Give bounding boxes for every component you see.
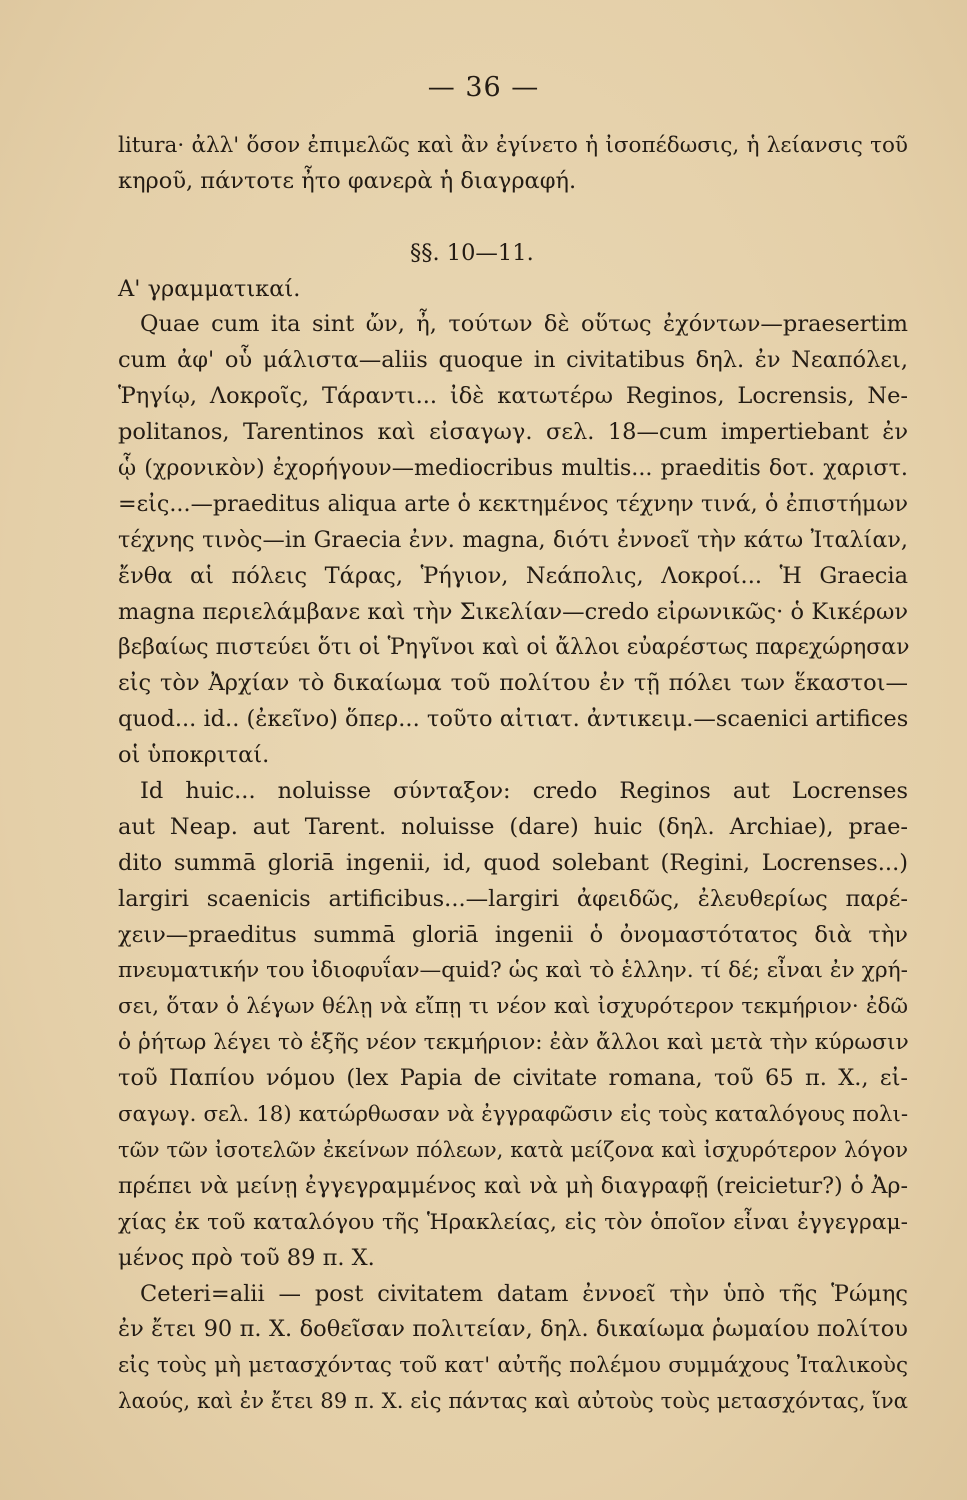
text-line: ὁ ῥήτωρ λέγει τὸ ἑξῆς νέον τεκμήριον: ἐὰν ἄλλοι καὶ μετὰ τὴν κύρωσιν [118, 1030, 909, 1056]
text-line: λαούς, καὶ ἐν ἔτει 89 π. Χ. εἰς πάντας καὶ αὐτοὺς τοὺς μετασχόντας, ἵνα [118, 1389, 908, 1415]
section-heading: §§. 10—11. [410, 239, 534, 266]
text-line: =εἰς...—praeditus aliqua arte ὁ κεκτημένος τέχνην τινά, ὁ ἐπιστήμων [118, 490, 908, 517]
text-line: σει, ὅταν ὁ λέγων θέλῃ νὰ εἴπῃ τι νέον καὶ ἰσχυρότερον τεκμήριον· ἐδῶ [118, 994, 908, 1020]
text-line: litura· ἀλλ' ὅσον ἐπιμελῶς καὶ ἂν ἐγίνετο ἡ ἰσοπέδωσις, ἡ λείανσις τοῦ [118, 133, 908, 158]
text-line: Ῥηγίῳ, Λοκροῖς, Τάραντι... ἰδὲ κατωτέρω Reginos, Locrensis, Ne- [118, 383, 908, 410]
text-line: βεβαίως πιστεύει ὅτι οἱ Ῥηγῖνοι καὶ οἱ ἄλλοι εὐαρέστως παρεχώρησαν [118, 635, 910, 661]
text-line: cum ἀφ' οὗ μάλιστα—aliis quoque in civitatibus δηλ. ἐν Νεαπόλει, [118, 347, 908, 374]
text-line: ᾧ (χρονικὸν) ἐχορήγουν—mediocribus multis... praeditis δοτ. χαριστ. [118, 455, 908, 482]
subheading: Α' γραμματικαί. [118, 275, 301, 302]
body-text [118, 128, 908, 1420]
text-line: Ceteri=alii — post civitatem datam ἐννοεῖ τὴν ὑπὸ τῆς Ῥώμης [140, 1280, 908, 1307]
text-line: χειν—praeditus summā gloriā ingenii ὁ ὀνομαστότατος διὰ τὴν [118, 921, 908, 948]
text-line: ἔνθα αἱ πόλεις Τάρας, Ῥήγιον, Νεάπολις, Λοκροί... Ἡ Graecia [118, 562, 908, 589]
text-line: aut Neap. aut Tarent. noluisse (dare) huic (δηλ. Archiae), prae- [118, 813, 908, 840]
text-line: κηροῦ, πάντοτε ἦτο φανερὰ ἡ διαγραφή. [118, 167, 577, 194]
text-line: τῶν τῶν ἰσοτελῶν ἐκείνων πόλεων, κατὰ μείζονα καὶ ἰσχυρότερον λόγον [118, 1137, 908, 1162]
text-line: τοῦ Παπίου νόμου (lex Papia de civitate romana, τοῦ 65 π. Χ., εἰ- [118, 1065, 908, 1092]
text-line: εἰς τοὺς μὴ μετασχόντας τοῦ κατ' αὐτῆς πολέμου συμμάχους Ἰταλικοὺς [118, 1353, 908, 1379]
text-line: πνευματικήν του ἰδιοφυΐαν—quid? ὡς καὶ τὸ ἑλλην. τί δέ; εἶναι ἐν χρή- [118, 958, 908, 984]
text-line: πρέπει νὰ μείνῃ ἐγγεγραμμένος καὶ νὰ μὴ διαγραφῇ (reicietur?) ὁ Ἀρ- [118, 1172, 908, 1199]
text-line: Id huic... noluisse σύνταξον: credo Reginos aut Locrenses [140, 778, 908, 805]
text-line: Quae cum ita sint ὤν, ἦ, τούτων δὲ οὕτως ἐχόντων—praesertim [140, 311, 908, 338]
page-number: — 36 — [427, 72, 540, 103]
text-line: σαγωγ. σελ. 18) κατώρθωσαν νὰ ἐγγραφῶσιν εἰς τοὺς καταλόγους πολι- [118, 1102, 908, 1128]
text-line: quod... id.. (ἐκεῖνο) ὅπερ... τοῦτο αἰτιατ. ἀντικειμ.—scaenici artifices [118, 706, 909, 733]
text-line: largiri scaenicis artificibus...—largiri ἀφειδῶς, ἐλευθερίως παρέ- [118, 885, 908, 912]
text-line: εἰς τὸν Ἀρχίαν τὸ δικαίωμα τοῦ πολίτου ἐν τῇ πόλει των ἕκαστοι— [118, 670, 908, 697]
text-line: dito summā gloriā ingenii, id, quod solebant (Regini, Locrenses...) [118, 849, 908, 876]
text-line: οἱ ὑποκριταί. [118, 742, 270, 769]
text-line: magna περιελάμβανε καὶ τὴν Σικελίαν—credo εἰρωνικῶς· ὁ Κικέρων [118, 598, 908, 625]
text-line: politanos, Tarentinos καὶ εἰσαγωγ. σελ. 18—cum impertiebant ἐν [118, 419, 908, 446]
text-line: τέχνης τινὸς—in Graecia ἐνν. magna, διότι ἐννοεῖ τὴν κάτω Ἰταλίαν, [118, 526, 908, 553]
text-line: μένος πρὸ τοῦ 89 π. Χ. [118, 1244, 375, 1271]
blank-line [118, 200, 908, 236]
text-line: χίας ἐκ τοῦ καταλόγου τῆς Ἡρακλείας, εἰς τὸν ὁποῖον εἶναι ἐγγεγραμ- [118, 1209, 908, 1235]
text-line: ἐν ἔτει 90 π. Χ. δοθεῖσαν πολιτείαν, δηλ. δικαίωμα ῥωμαίου πολίτου [118, 1316, 908, 1343]
